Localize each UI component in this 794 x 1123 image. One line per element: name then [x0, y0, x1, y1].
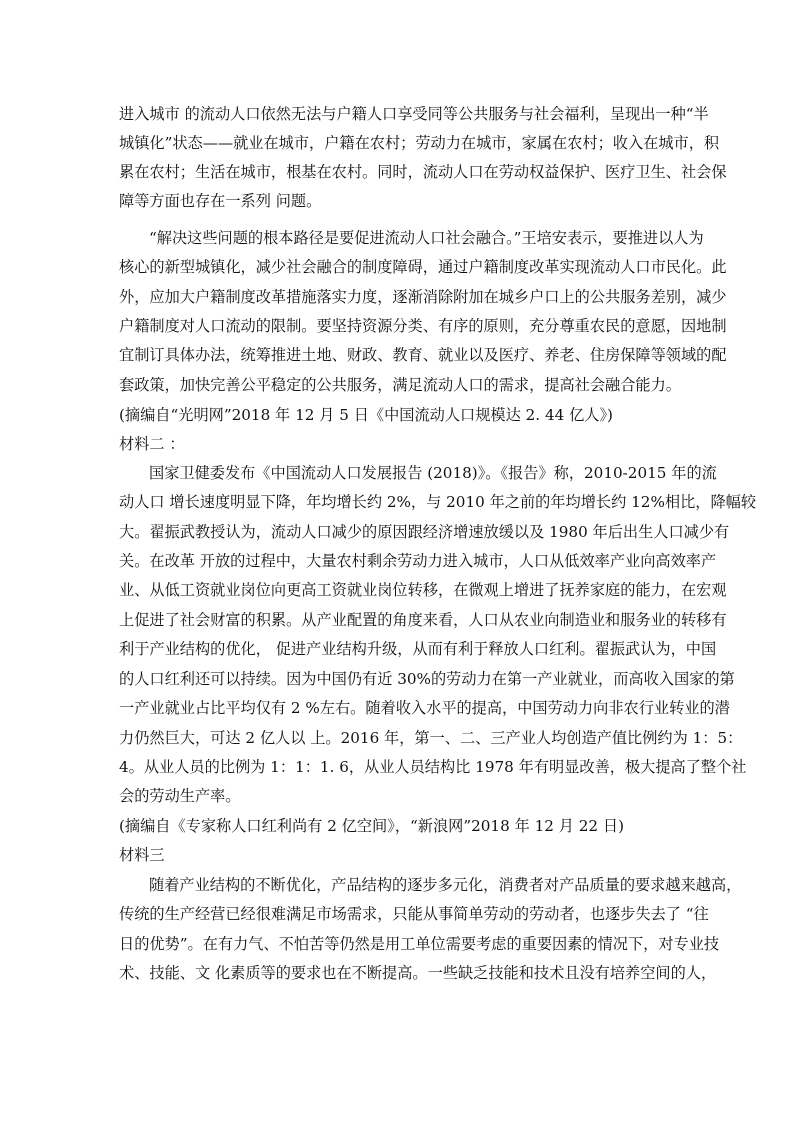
text-line: “解决这些问题的根本路径是要促进流动人口社会融合。”王培安表示，要推进以人为 [149, 229, 704, 247]
text-line: 业、从低工资就业岗位向更高工资就业岗位转移，在微观上增进了抚养家庭的能力，在宏观 [119, 581, 727, 599]
section-heading: 材料二 ： [119, 435, 185, 453]
text-line: 套政策，加快完善公平稳定的公共服务，满足流动人口的需求，提高社会融合能力。 [119, 376, 681, 394]
text-line: 力仍然巨大，可达 2 亿人以 上。2016 年，第一、二、三产业人均创造产值比例约为 1：5： [119, 729, 743, 747]
text-line: 宜制订具体办法，统筹推进土地、财政、教育、就业以及医疗、养老、住房保障等领域的配 [119, 346, 727, 364]
text-line: 障等方面也存在一系列 问题。 [119, 192, 322, 210]
text-line: 大。翟振武教授认为，流动人口减少的原因跟经济增速放缓以及 1980 年后出生人口减少有 [119, 523, 730, 541]
text-line: 累在农村；生活在城市，根基在农村。同时，流动人口在劳动权益保护、医疗卫生、社会保 [119, 163, 727, 181]
text-line: 日的优势”。在有力气、不怕苦等仍然是用工单位需要考虑的重要因素的情况下，对专业技 [119, 935, 720, 953]
text-line: 利于产业结构的优化， 促进产业结构升级，从而有利于释放人口红利。翟振武认为，中国 [119, 640, 717, 658]
text-line: 进入城市 的流动人口依然无法与户籍人口享受同等公共服务与社会福利，呈现出一种“半 [119, 105, 709, 123]
text-line: 动人口 增长速度明显下降，年均增长约 2%，与 2010 年之前的年均增长约 12%相比，降幅较 [119, 493, 757, 511]
text-line: 国家卫健委发布《中国流动人口发展报告 (2018)》。《报告》称，2010-2015 年的流 [149, 464, 717, 482]
text-line: 4。从业人员的比例为 1：1：1. 6，从业人员结构比 1978 年有明显改善，极大提高了整个社 [119, 758, 747, 776]
text-line: 随着产业结构的不断优化，产品结构的逐步多元化，消费者对产品质量的要求越来越高， [149, 876, 742, 894]
text-line: 核心的新型城镇化，减少社会融合的制度障碍，通过户籍制度改革实现流动人口市民化。此 [119, 258, 727, 276]
text-line: 外，应加大户籍制度改革措施落实力度，逐渐消除附加在城乡户口上的公共服务差别，减少 [119, 288, 727, 306]
text-line: 的人口红利还可以持续。因为中国仍有近 30%的劳动力在第一产业就业，而高收入国家的第 [119, 670, 735, 688]
text-line: 城镇化”状态——就业在城市，户籍在农村；劳动力在城市，家属在农村；收入在城市，积 [119, 134, 720, 152]
section-heading: 材料三 [119, 846, 165, 864]
text-line: 传统的生产经营已经很难满足市场需求，只能从事简单劳动的劳动者，也逐步失去了 “往 [119, 905, 709, 923]
text-line: 会的劳动生产率。 [119, 787, 241, 805]
text-line: 户籍制度对人口流动的限制。要坚持资源分类、有序的原则，充分尊重农民的意愿，因地制 [119, 317, 727, 335]
source-citation: (摘编自《专家称人口红利尚有 2 亿空间》，“新浪网”2018 年 12 月 22 日) [119, 817, 625, 835]
text-line: 术、技能、文 化素质等的要求也在不断提高。一些缺乏技能和技术且没有培养空间的人， [119, 964, 717, 982]
text-line: 一产业就业占比平均仅有 2 %左右。随着收入水平的提高，中国劳动力向非农行业转业的潜 [119, 699, 730, 717]
text-line: 关。在改革 开放的过程中，大量农村剩余劳动力进入城市，人口从低效率产业向高效率产 [119, 552, 717, 570]
text-line: 上促进了社会财富的积累。从产业配置的角度来看，人口从农业向制造业和服务业的转移有 [119, 611, 727, 629]
source-citation: (摘编自“光明网”2018 年 12 月 5 日《中国流动人口规模达 2. 44 亿人》) [119, 406, 613, 424]
